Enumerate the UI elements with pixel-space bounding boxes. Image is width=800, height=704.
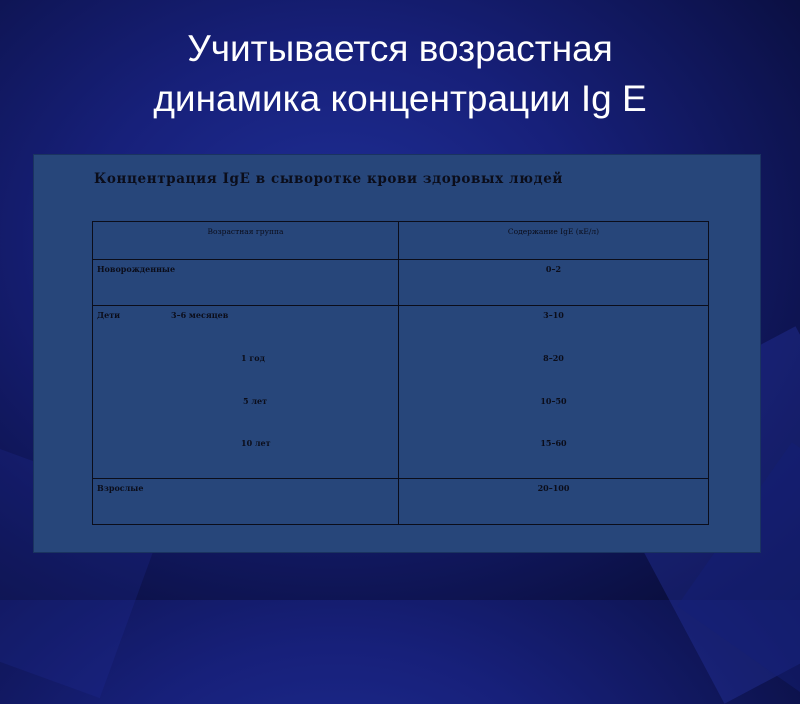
ige-table [92,221,709,525]
sub-row-label: 5 лет [243,396,268,406]
slide-title-line-2: динамика концентрации Ig E [153,78,647,119]
cell-group: Взрослые [93,479,399,525]
cell-group [93,306,399,479]
table-header-row [93,222,709,260]
table-row [93,260,709,306]
slide-title-line-1: Учитывается возрастная [187,28,613,69]
cell-value: 0–2 [399,260,709,306]
sub-row-value: 3–10 [543,310,564,320]
column-header-age-group: Возрастная группа [93,222,399,260]
table-figure [34,155,760,552]
table-row [93,479,709,525]
cell-value: 20–100 [399,479,709,525]
sub-row-label: Дети 3–6 месяцев [97,310,229,320]
cell-value [399,306,709,479]
slide-title [0,24,800,124]
column-header-ige-content: Содержание IgE (кЕ/л) [399,222,709,260]
table-caption: Концентрация IgE в сыворотке крови здоровых людей [94,171,563,187]
sub-row-value: 10–50 [540,396,567,406]
table-row [93,306,709,479]
sub-row-value: 8–20 [543,353,564,363]
cell-group: Новорожденные [93,260,399,306]
sub-row-value: 15–60 [540,438,567,448]
sub-row-label: 10 лет [241,438,271,448]
sub-row-label: 1 год [241,353,265,363]
